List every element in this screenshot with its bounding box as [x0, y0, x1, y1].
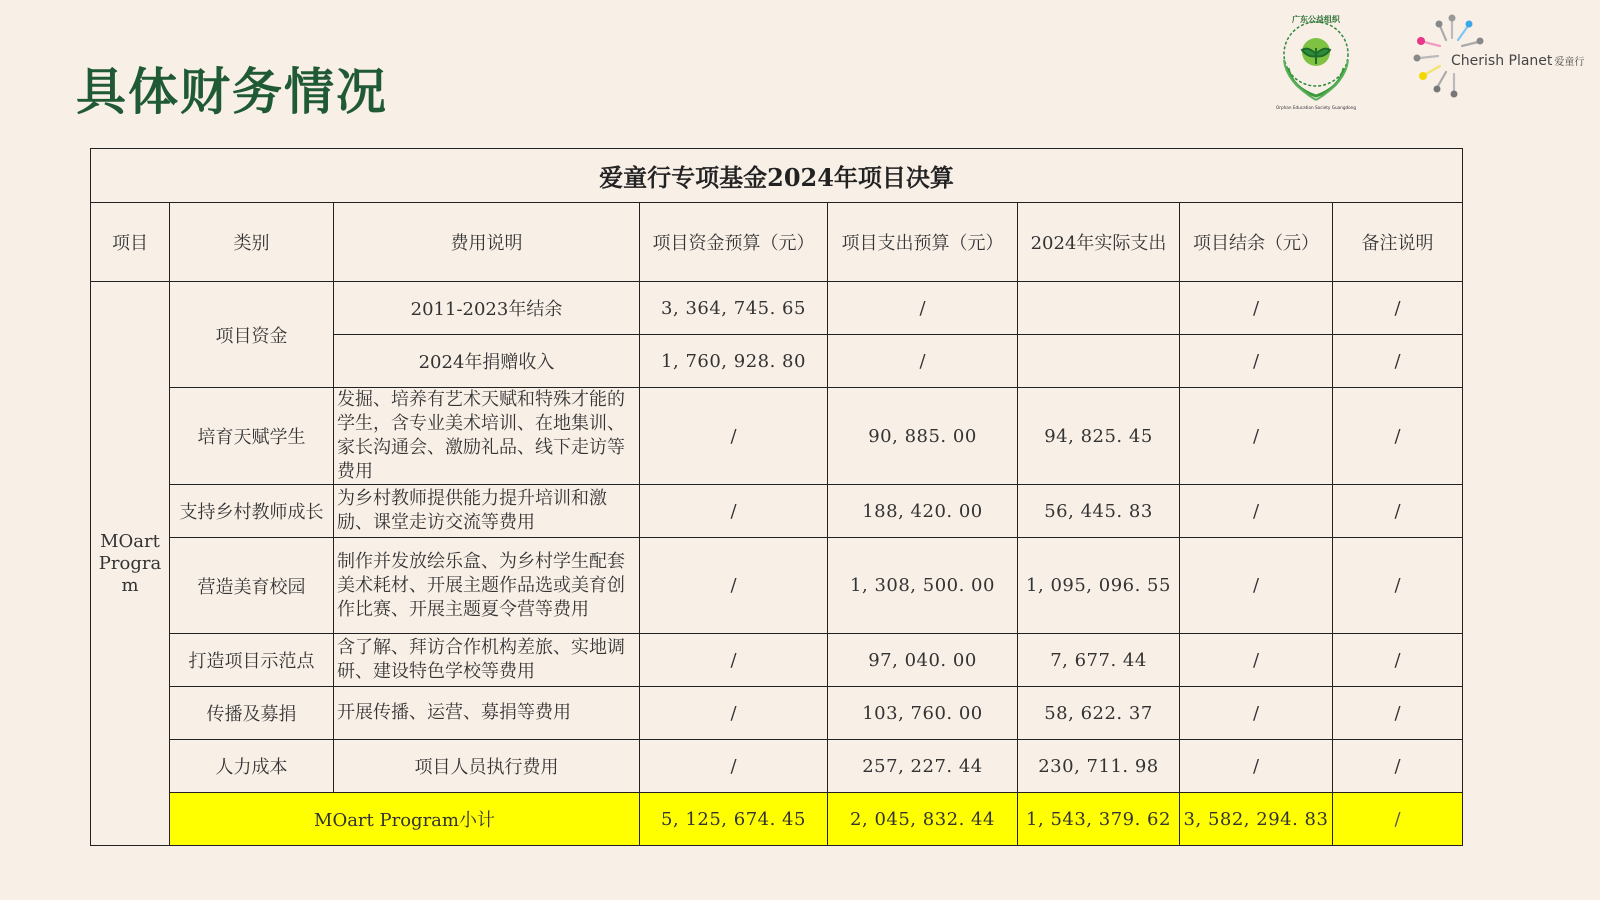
table-header-row — [91, 203, 1463, 282]
category-cell: 培育天赋学生 — [170, 388, 334, 485]
cherish-planet-en: Cherish Planet — [1451, 53, 1553, 69]
fund-budget-cell: / — [640, 740, 828, 793]
note-cell: / — [1333, 634, 1463, 687]
balance-cell: / — [1180, 634, 1333, 687]
header-notes: 备注说明 — [1333, 203, 1463, 282]
svg-text:广东公益组织: 广东公益组织 — [1292, 15, 1340, 24]
table-row — [91, 282, 1463, 335]
table-caption: 爱童行专项基金2024年项目决算 — [91, 149, 1463, 203]
page-title: 具体财务情况 — [76, 63, 388, 121]
balance-cell: / — [1180, 485, 1333, 538]
total-note: / — [1333, 793, 1463, 846]
note-cell: / — [1333, 388, 1463, 485]
fund-budget-cell: / — [640, 485, 828, 538]
table-row — [91, 538, 1463, 634]
cherish-planet-wordmark — [1451, 53, 1584, 69]
expense-budget-cell: / — [828, 335, 1018, 388]
fund-budget-cell: / — [640, 687, 828, 740]
expense-budget-cell: 97, 040. 00 — [828, 634, 1018, 687]
total-expense-budget: 2, 045, 832. 44 — [828, 793, 1018, 846]
header-expense-budget: 项目支出预算（元） — [828, 203, 1018, 282]
balance-cell: / — [1180, 740, 1333, 793]
table-row — [91, 634, 1463, 687]
actual-expense-cell: 7, 677. 44 — [1018, 634, 1180, 687]
description-cell: 发掘、培养有艺术天赋和特殊才能的学生，含专业美术培训、在地集训、家长沟通会、激励礼品、线下走访等费用 — [334, 388, 640, 485]
header-category: 类别 — [170, 203, 334, 282]
header-balance: 项目结余（元） — [1180, 203, 1333, 282]
fund-budget-cell: 3, 364, 745. 65 — [640, 282, 828, 335]
note-cell: / — [1333, 282, 1463, 335]
expense-budget-cell: 257, 227. 44 — [828, 740, 1018, 793]
total-label: MOart Program小计 — [170, 793, 640, 846]
description-cell: 开展传播、运营、募捐等费用 — [334, 687, 640, 740]
fund-budget-cell: 1, 760, 928. 80 — [640, 335, 828, 388]
total-balance: 3, 582, 294. 83 — [1180, 793, 1333, 846]
society-logo — [1268, 8, 1364, 112]
expense-budget-cell: 1, 308, 500. 00 — [828, 538, 1018, 634]
society-logo-caption: Orphan Education Society Guangdong — [1275, 105, 1357, 110]
note-cell: / — [1333, 538, 1463, 634]
table-row — [91, 388, 1463, 485]
description-cell: 制作并发放绘乐盒、为乡村学生配套美术耗材、开展主题作品选或美育创作比赛、开展主题夏令营等费用 — [334, 538, 640, 634]
note-cell: / — [1333, 335, 1463, 388]
expense-budget-cell: 103, 760. 00 — [828, 687, 1018, 740]
header-actual-expense: 2024年实际支出 — [1018, 203, 1180, 282]
total-fund-budget: 5, 125, 674. 45 — [640, 793, 828, 846]
fund-budget-cell: / — [640, 634, 828, 687]
note-cell: / — [1333, 740, 1463, 793]
table-row — [91, 485, 1463, 538]
category-cell: 营造美育校园 — [170, 538, 334, 634]
description-cell: 项目人员执行费用 — [334, 740, 640, 793]
balance-cell: / — [1180, 282, 1333, 335]
total-row — [91, 793, 1463, 846]
balance-cell: / — [1180, 687, 1333, 740]
category-cell: 打造项目示范点 — [170, 634, 334, 687]
header-description: 费用说明 — [334, 203, 640, 282]
description-cell: 2011-2023年结余 — [334, 282, 640, 335]
actual-expense-cell: 94, 825. 45 — [1018, 388, 1180, 485]
actual-expense-cell: 58, 622. 37 — [1018, 687, 1180, 740]
actual-expense-cell: 1, 095, 096. 55 — [1018, 538, 1180, 634]
category-cell: 人力成本 — [170, 740, 334, 793]
category-cell: 项目资金 — [170, 282, 334, 388]
total-actual-expense: 1, 543, 379. 62 — [1018, 793, 1180, 846]
balance-cell: / — [1180, 388, 1333, 485]
description-cell: 含了解、拜访合作机构差旅、实地调研、建设特色学校等费用 — [334, 634, 640, 687]
finance-table — [90, 148, 1463, 846]
expense-budget-cell: / — [828, 282, 1018, 335]
expense-budget-cell: 188, 420. 00 — [828, 485, 1018, 538]
fund-budget-cell: / — [640, 388, 828, 485]
table-row — [91, 740, 1463, 793]
project-name-cell: MOart Program — [91, 282, 170, 846]
note-cell: / — [1333, 687, 1463, 740]
category-cell: 支持乡村教师成长 — [170, 485, 334, 538]
table-row — [91, 687, 1463, 740]
actual-expense-cell — [1018, 335, 1180, 388]
category-cell: 传播及募捐 — [170, 687, 334, 740]
cherish-planet-cn: 爱童行 — [1554, 57, 1585, 68]
balance-cell: / — [1180, 538, 1333, 634]
description-cell: 为乡村教师提供能力提升培训和激励、课堂走访交流等费用 — [334, 485, 640, 538]
fund-budget-cell: / — [640, 538, 828, 634]
description-cell: 2024年捐赠收入 — [334, 335, 640, 388]
actual-expense-cell — [1018, 282, 1180, 335]
header-fund-budget: 项目资金预算（元） — [640, 203, 828, 282]
actual-expense-cell: 230, 711. 98 — [1018, 740, 1180, 793]
actual-expense-cell: 56, 445. 83 — [1018, 485, 1180, 538]
note-cell: / — [1333, 485, 1463, 538]
balance-cell: / — [1180, 335, 1333, 388]
header-project: 项目 — [91, 203, 170, 282]
expense-budget-cell: 90, 885. 00 — [828, 388, 1018, 485]
